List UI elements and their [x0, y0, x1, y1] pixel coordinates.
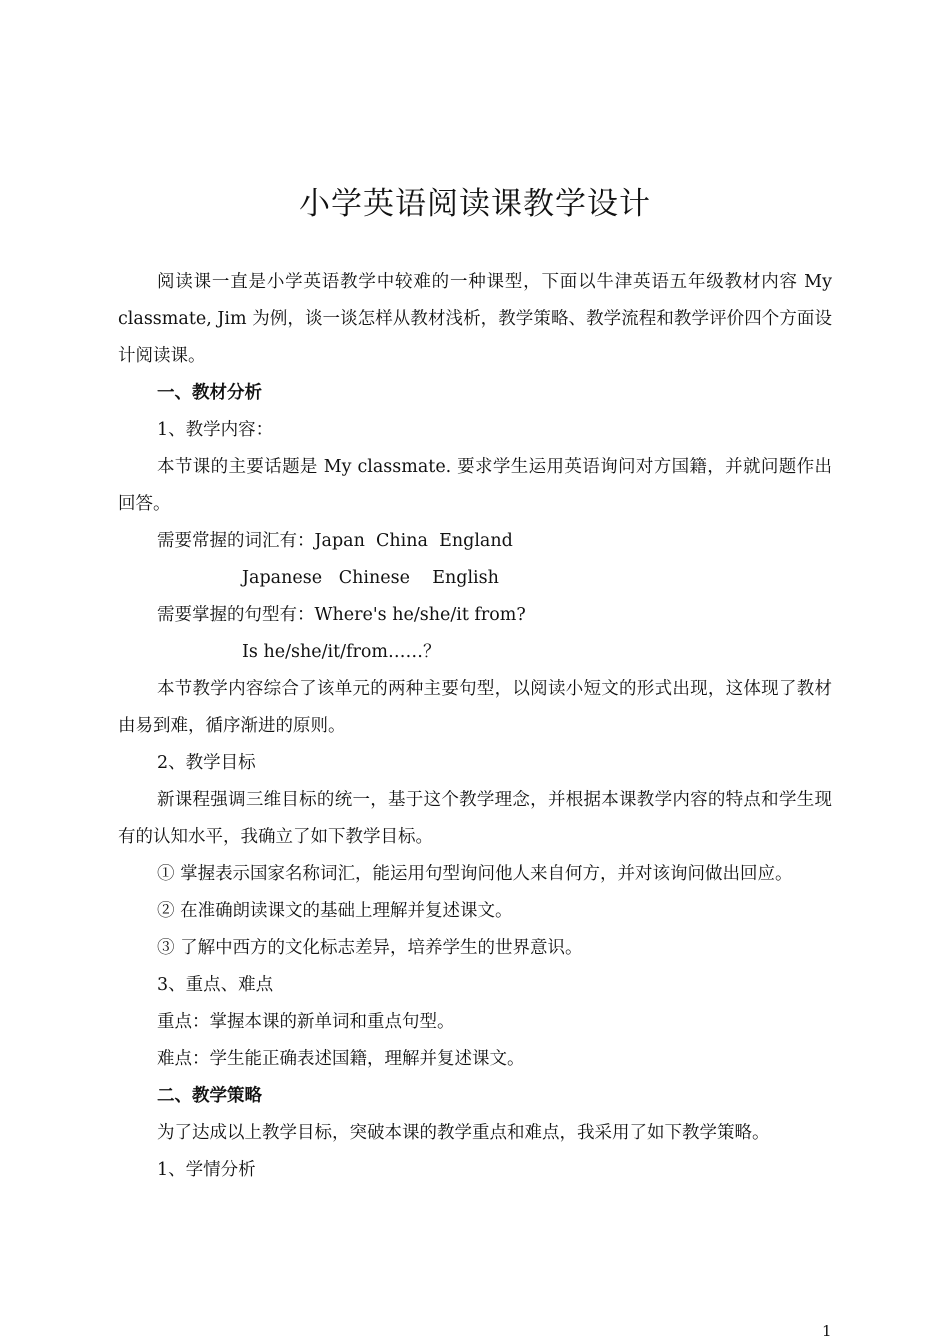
- goal-item: ① 掌握表示国家名称词汇，能运用句型询问他人来自何方，并对该询问做出回应。: [157, 864, 793, 884]
- goal-item: ③ 了解中西方的文化标志差异，培养学生的世界意识。: [157, 938, 583, 958]
- section-heading-teaching-strategy: 二、教学策略: [157, 1086, 262, 1106]
- subheading-learner-analysis: 1、学情分析: [157, 1160, 256, 1180]
- goal-item: ② 在准确朗读课文的基础上理解并复述课文。: [157, 901, 513, 921]
- document-body: [118, 264, 832, 1189]
- key-point: 重点：掌握本课的新单词和重点句型。: [157, 1012, 455, 1032]
- vocabulary-line-2: Japanese Chinese English: [242, 568, 499, 588]
- sentence-pattern-line-2: Is he/she/it/from……？: [242, 642, 441, 662]
- subheading-teaching-content: 1、教学内容：: [157, 420, 274, 440]
- subheading-teaching-goals: 2、教学目标: [157, 753, 256, 773]
- teaching-content-paragraph: 本节课的主要话题是 My classmate. 要求学生运用英语询问对方国籍，并就问题作出回答。: [118, 457, 832, 514]
- document-title: 小学英语阅读课教学设计: [299, 186, 651, 222]
- page-number: 1: [822, 1322, 832, 1340]
- difficult-point: 难点：学生能正确表述国籍，理解并复述课文。: [157, 1049, 525, 1069]
- section-heading-textbook-analysis: 一、教材分析: [157, 383, 262, 403]
- teaching-goals-paragraph: 新课程强调三维目标的统一，基于这个教学理念，并根据本课教学内容的特点和学生现有的认知水平，我确立了如下教学目标。: [118, 790, 832, 847]
- teaching-content-summary: 本节教学内容综合了该单元的两种主要句型，以阅读小短文的形式出现，这体现了教材由易到难，循序渐进的原则。: [118, 679, 832, 736]
- intro-paragraph: 阅读课一直是小学英语教学中较难的一种课型，下面以牛津英语五年级教材内容 My classmate, Jim 为例，谈一谈怎样从教材浅析，教学策略、教学流程和教学评价四个方面设计阅读课。: [118, 272, 832, 366]
- sentence-pattern-line-1: 需要掌握的句型有：Where's he/she/it from?: [157, 605, 526, 625]
- vocabulary-line-1: 需要常握的词汇有：Japan China England: [157, 531, 513, 551]
- teaching-strategy-paragraph: 为了达成以上教学目标，突破本课的教学重点和难点，我采用了如下教学策略。: [157, 1123, 770, 1143]
- subheading-key-difficult-points: 3、重点、难点: [157, 975, 274, 995]
